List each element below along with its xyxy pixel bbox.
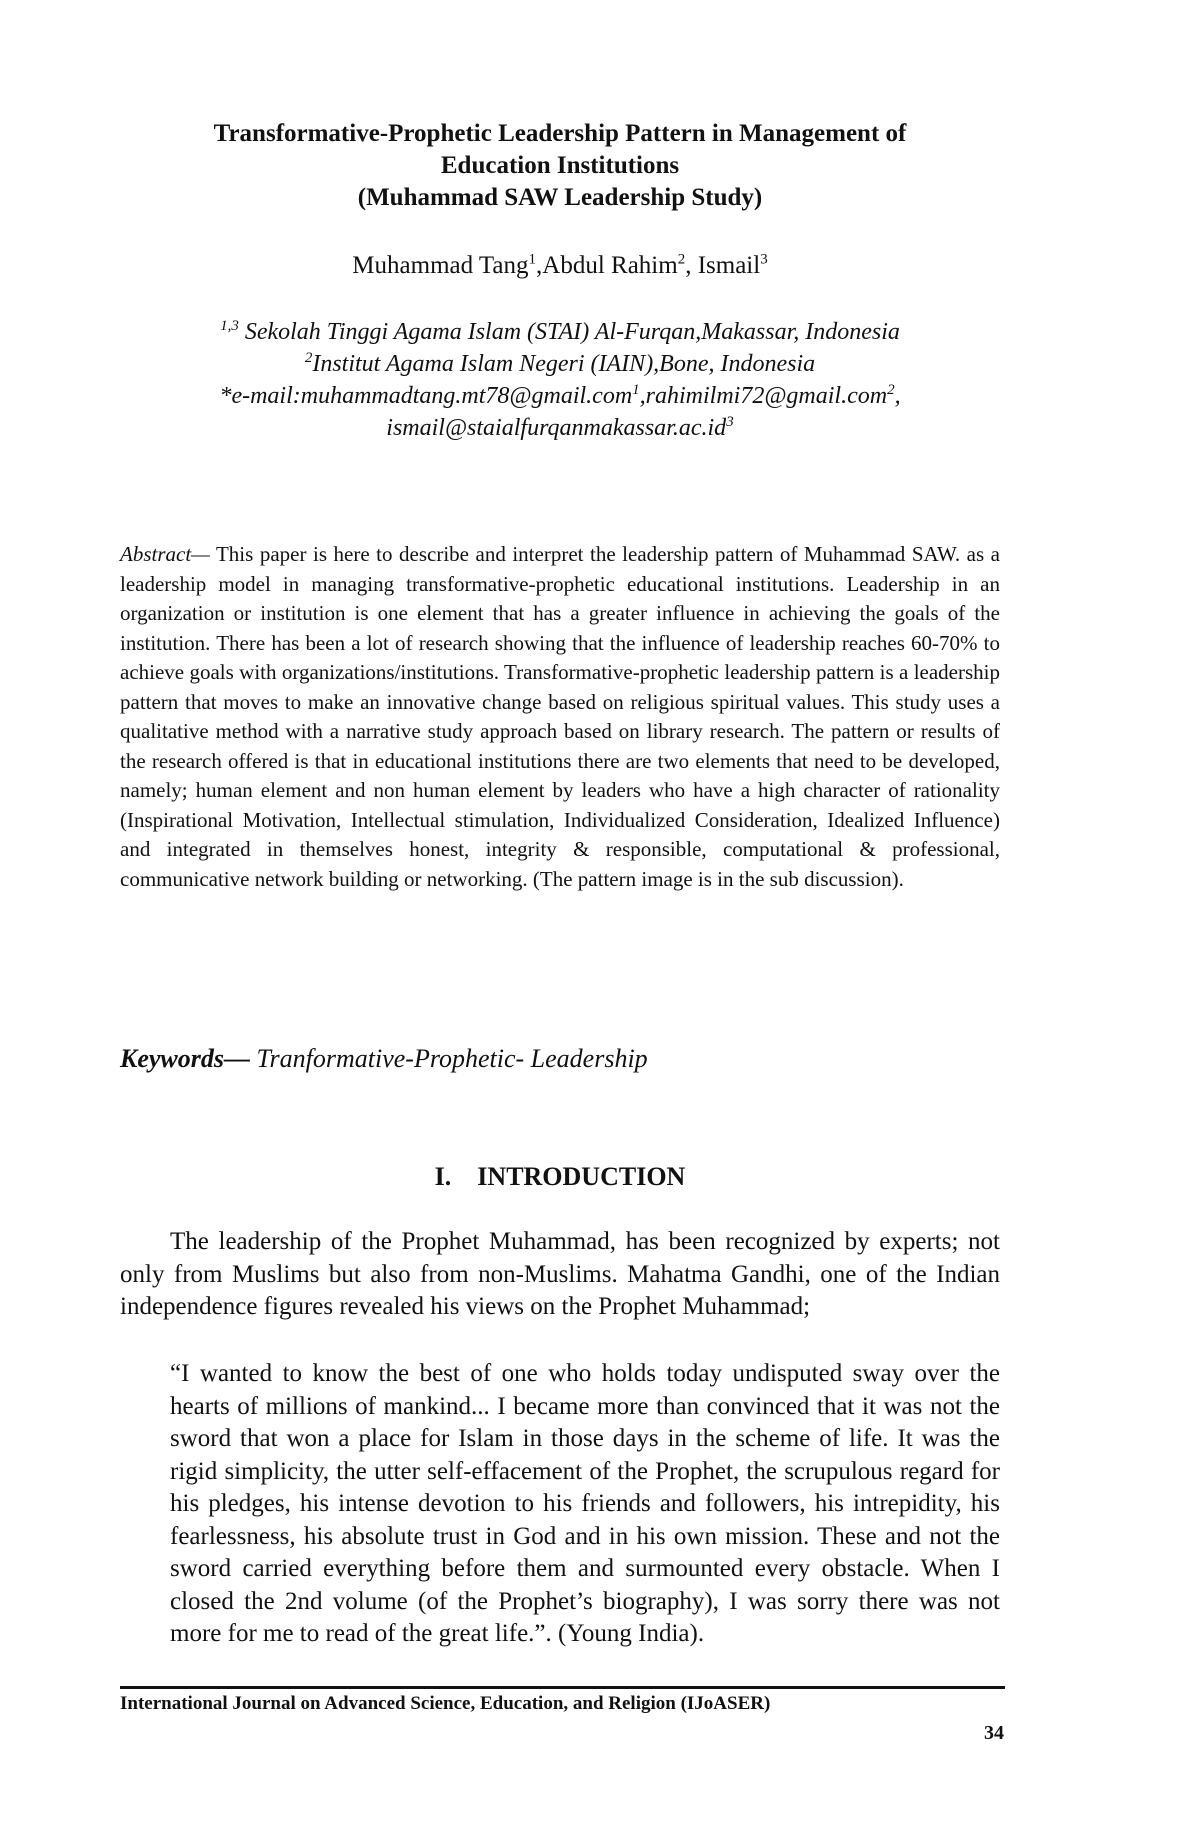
title-line: Education Institutions	[440, 152, 680, 179]
abstract-label: Abstract—	[120, 542, 210, 566]
section-heading	[120, 1160, 1000, 1194]
section-number: I.	[434, 1162, 452, 1191]
author-list: Muhammad Tang$^1$,Abdul Rahim$^2$, Ismail$^3$	[352, 251, 768, 279]
affiliation-text: Sekolah Tinggi Agama Islam (STAI) Al-Furqan,Makassar, Indonesia	[238, 319, 900, 345]
email-link[interactable]: ismail@staialfurqanmakassar.ac.id	[386, 415, 727, 441]
keywords-label: Keywords—	[120, 1044, 250, 1073]
email-line	[120, 412, 1000, 444]
email-line: *e-mail:muhammadtang.mt78@gmail.com$^1$,rahimilmi72@gmail.com$^2$,	[219, 382, 901, 409]
author-name: Abdul Rahim	[542, 252, 678, 279]
abstract-text: This paper is here to describe and interpret the leadership pattern of Muhammad SAW. as a leadership model in managing transformative-prophetic educational institutions. Leadership in an organization or institution is one element that has a greater influence in achieving the goals of the institution. There has been a lot of research showing that the influence of leadership reaches 60-70% to achieve goals with organizations/institutions. Transformative-prophetic leadership pattern is a leadership pattern that moves to make an innovative change based on religious spiritual values. This study uses a qualitative method with a narrative study approach based on library research. The pattern or results of the research offered is that in educational institutions there are two elements that need to be developed, namely; human element and non human element by leaders who have a high character of rationality (Inspirational Motivation, Intellectual stimulation, Individualized Consideration, Idealized Influence) and integrated in themselves honest, integrity & responsible, computational & professional, communicative network building or networking. (The pattern image is in the sub discussion).	[120, 542, 1000, 891]
author-sup: 1	[528, 251, 537, 268]
abstract	[120, 540, 1000, 894]
title-line: Transformative-Prophetic Leadership Pattern in Management of	[213, 120, 907, 147]
email-sup: 2	[887, 382, 895, 398]
section-title: INTRODUCTION	[477, 1162, 686, 1191]
email-prefix: *e-mail:	[219, 383, 301, 409]
author-sup: 2	[677, 251, 686, 268]
keywords	[120, 1042, 1000, 1076]
affiliation-sup: 1,3	[220, 318, 239, 334]
email-sup: 3	[726, 414, 734, 430]
block-quote: “I wanted to know the best of one who holds today undisputed sway over the hearts of millions of mankind... I became more than convinced that it was not the sword that won a place for Islam in those days in the scheme of life. It was the rigid simplicity, the utter self-effacement of the Prophet, the scrupulous regard for his pledges, his intense devotion to his friends and followers, his intrepidity, his fearlessness, his absolute trust in God and in his own mission. These and not the sword carried everything before them and surmounted every obstacle. When I closed the 2nd volume (of the Prophet’s biography), I was sorry there was not more for me to read of the great life.”. (Young India).	[170, 1360, 1000, 1647]
affiliations	[120, 316, 1000, 444]
keywords-text: Tranformative-Prophetic- Leadership	[250, 1044, 648, 1073]
intro-paragraph: The leadership of the Prophet Muhammad, has been recognized by experts; not only from Muslims but also from non-Muslims. Mahatma Gandhi, one of the Indian independence figures revealed his views on the Prophet Muhammad;	[120, 1228, 1000, 1320]
affiliation-line	[120, 316, 1000, 348]
affiliation-line	[120, 348, 1000, 380]
email-link[interactable]: muhammadtang.mt78@gmail.com	[300, 383, 633, 409]
author-name: Muhammad Tang	[352, 252, 529, 279]
author-sup: 3	[760, 251, 768, 268]
author-name: Ismail	[697, 252, 761, 279]
email-link[interactable]: rahimilmi72@gmail.com	[645, 383, 888, 409]
email-sup: 1	[632, 382, 640, 398]
title-line: (Muhammad SAW Leadership Study)	[357, 184, 763, 211]
paper-title	[120, 118, 1000, 214]
affiliation-text: Institut Agama Islam Negeri (IAIN),Bone, Indonesia	[312, 351, 816, 377]
footer-rule	[120, 1686, 1005, 1689]
page-number: 34	[984, 1722, 1004, 1744]
affiliation-sup: 2	[304, 350, 313, 366]
journal-name: International Journal on Advanced Science, Education, and Religion (IJoASER)	[120, 1693, 771, 1714]
